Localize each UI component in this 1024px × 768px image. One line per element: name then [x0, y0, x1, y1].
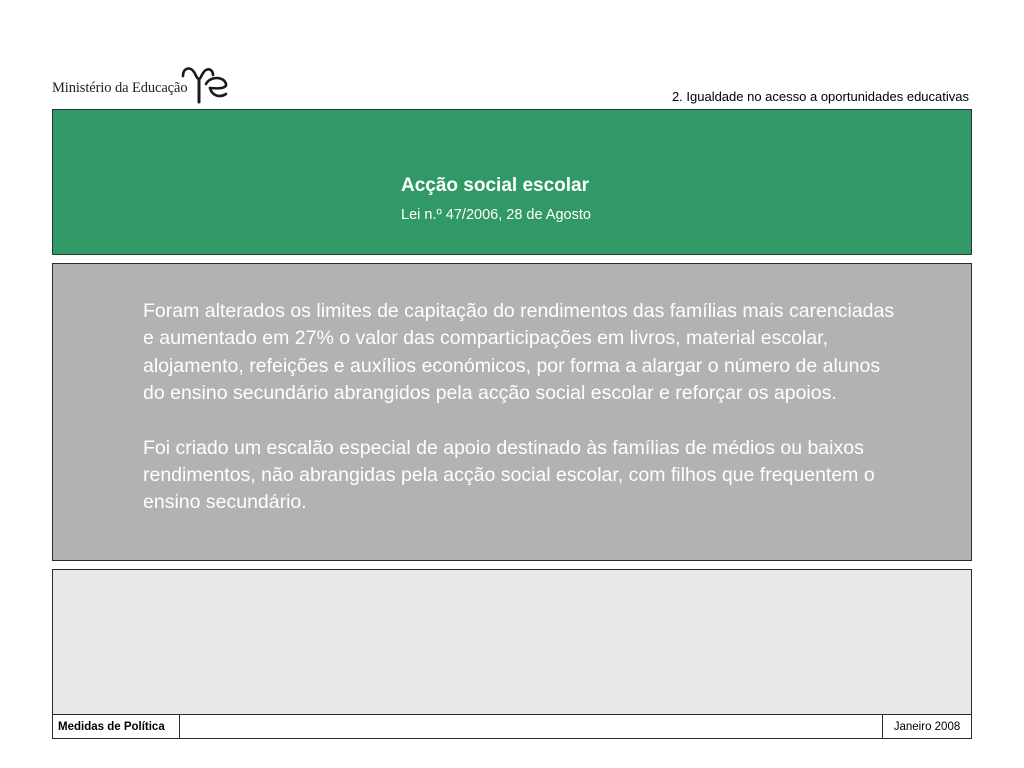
content-paragraph: Foi criado um escalão especial de apoio destinado às famílias de médios ou baixos rendimentos, não abrangidas pela acção social escolar, com filhos que frequentem o ensino secundário. [143, 436, 875, 514]
me-logo-icon [180, 62, 232, 104]
slide-subtitle: Lei n.º 47/2006, 28 de Agosto [401, 207, 591, 223]
content-body [143, 298, 903, 517]
footer-date: Janeiro 2008 [882, 715, 971, 738]
slide-title: Acção social escolar [401, 175, 589, 196]
logo-text: Ministério da Educação [52, 80, 188, 96]
header-band [52, 109, 972, 255]
footer-spacer [180, 715, 882, 738]
ministry-logo [52, 62, 242, 106]
footer-category: Medidas de Política [53, 715, 180, 738]
content-panel [52, 263, 972, 561]
empty-panel [52, 569, 972, 715]
footer-bar [52, 714, 972, 739]
content-paragraph: Foram alterados os limites de capitação do rendimentos das famílias mais carenciadas e aumentado em 27% o valor das comparticipações em livros, material escolar, alojamento, refeições e auxílios económicos, por forma a alargar o número de alunos do ensino secundário abrangidos pela acção social escolar e reforçar os apoios. [143, 300, 895, 405]
section-title: 2. Igualdade no acesso a oportunidades educativas [671, 89, 969, 104]
